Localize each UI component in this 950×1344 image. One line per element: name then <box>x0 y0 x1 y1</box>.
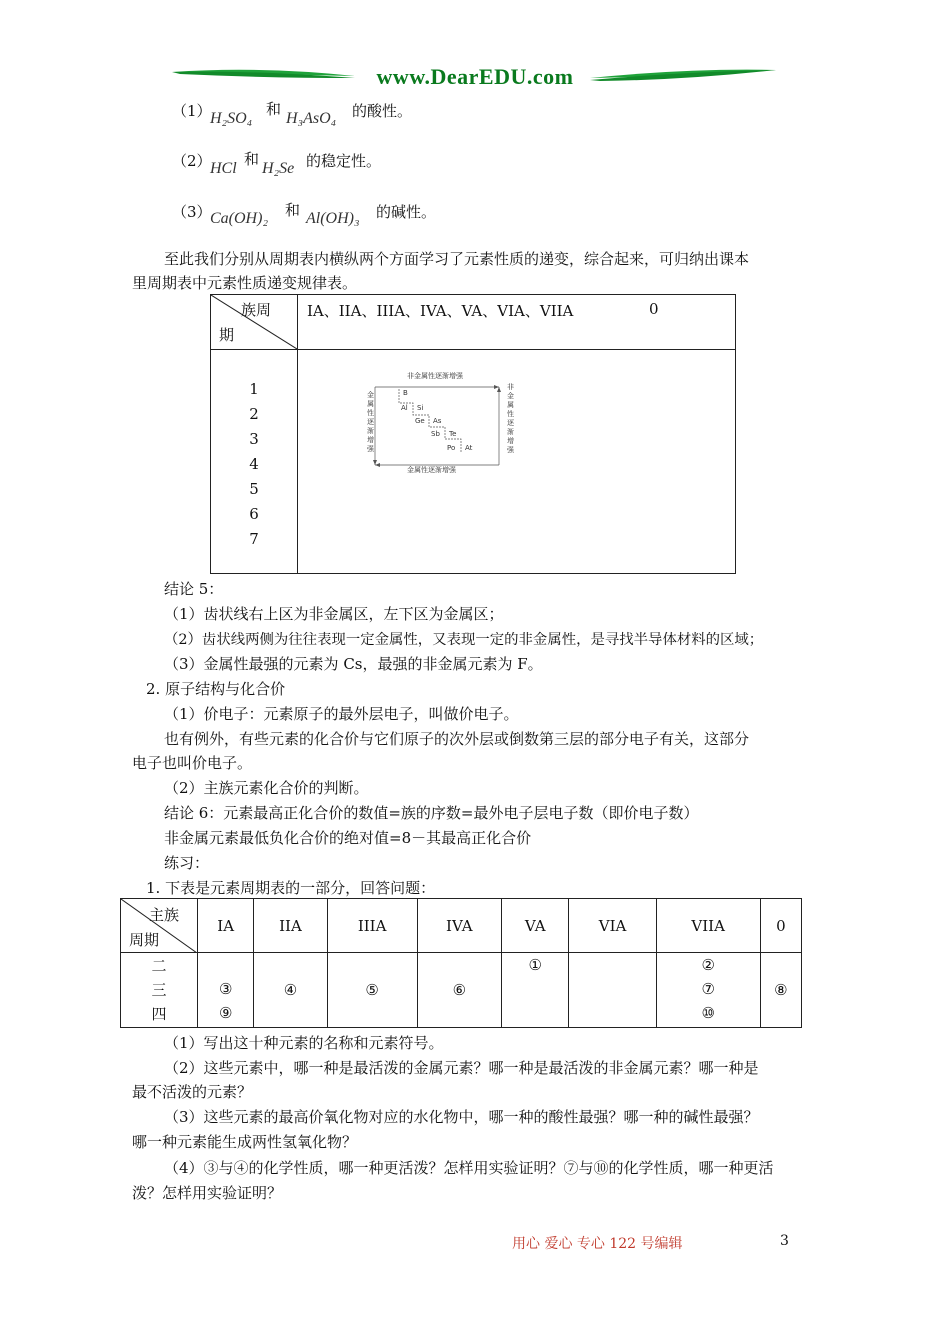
col-iva <box>417 953 501 1028</box>
question-part-1: （1）写出这十种元素的名称和元素符号。 <box>164 1034 444 1052</box>
cell: ⑩ <box>701 1004 715 1022</box>
period-2: 二 <box>151 957 167 975</box>
cell <box>198 953 253 977</box>
groups-label: IA、IIA、IIIA、IVA、VA、VIA、VIIA <box>307 302 574 320</box>
col-0 <box>760 953 801 1028</box>
cell: ① <box>528 956 542 974</box>
diagram-left-label: 金属性逐渐增强 <box>367 391 374 453</box>
table1-corner <box>211 295 298 350</box>
col-iia <box>254 953 327 1028</box>
element-at: At <box>465 444 473 452</box>
header-via: VIA <box>569 899 656 953</box>
conclusion6-line1: 结论 6：元素最高正化合价的数值=族的序数=最外电子层电子数（即价电子数） <box>164 804 699 822</box>
element-po: Po <box>447 444 456 452</box>
conj: 和 <box>244 150 260 168</box>
element-al: Al <box>401 404 408 412</box>
practice-label: 练习： <box>164 854 210 872</box>
header-ia: IA <box>198 899 254 953</box>
periodic-trend-table <box>210 294 736 574</box>
formula-h2se: H₂Se <box>262 160 295 177</box>
col-via <box>569 953 656 1028</box>
corner-top-label: 族周 <box>241 301 272 319</box>
section2-p2a: 也有例外，有些元素的化合价与它们原子的次外层或倒数第三层的部分电子有关，这部分 <box>164 730 750 748</box>
period-4: 四 <box>151 1005 167 1023</box>
element-sb: Sb <box>431 430 440 438</box>
conclusion5-title: 结论 5： <box>164 580 224 598</box>
header-va: VA <box>501 899 568 953</box>
question-1-title: 1. 下表是元素周期表的一部分，回答问题： <box>146 879 436 897</box>
footer-credit: 用心 爱心 专心 122 号编辑 <box>512 1236 683 1252</box>
conclusion5-p2: （2）齿状线两侧为往往表现一定金属性，又表现一定的非金属性，是寻找半导体材料的区域； <box>164 632 764 648</box>
site-header <box>170 64 780 94</box>
section2-p3: （2）主族元素化合价的判断。 <box>164 779 369 797</box>
question-part-2a: （2）这些元素中，哪一种是最活泼的金属元素？哪一种是最活泼的非金属元素？哪一种是 <box>164 1059 759 1077</box>
section2-title: 2. 原子结构与化合价 <box>146 680 286 698</box>
period-4: 4 <box>249 455 259 473</box>
item-1: （1） <box>172 102 212 120</box>
question-part-4b: 泼？怎样用实验证明？ <box>132 1184 283 1202</box>
period-7: 7 <box>249 530 259 548</box>
header-viia: VIIA <box>656 899 760 953</box>
corner-bottom-label: 期 <box>219 326 235 344</box>
conj: 和 <box>285 201 301 219</box>
section2-p1: （1）价电子：元素原子的最外层电子，叫做价电子。 <box>164 705 519 723</box>
diagram-top-label: 非金属性逐渐增强 <box>407 372 463 380</box>
item-tail: 的稳定性。 <box>306 152 382 170</box>
formula-h3aso4: H₃AsO₄ <box>286 110 337 127</box>
element-b: B <box>403 389 408 397</box>
element-as: As <box>433 417 442 425</box>
cell: ⑨ <box>218 1004 233 1022</box>
formula-hcl: HCl <box>210 160 237 177</box>
formula-aloh3: Al(OH)₃ <box>306 210 360 227</box>
table2-corner <box>121 899 198 953</box>
conclusion6-line2: 非金属元素最低负化合价的绝对值=8－其最高正化合价 <box>164 829 532 847</box>
cell: ⑦ <box>701 980 715 998</box>
corner-top-label: 主族 <box>149 906 180 924</box>
conclusion5-p1: （1）齿状线右上区为非金属区，左下区为金属区； <box>164 605 504 623</box>
cell: ④ <box>283 981 298 999</box>
conj: 和 <box>266 100 282 118</box>
formula-h2so4: H₂SO₄ <box>210 110 253 127</box>
header-0: 0 <box>760 899 801 953</box>
cell: ⑥ <box>452 981 467 999</box>
period-3: 3 <box>249 430 259 448</box>
question-part-4a: （4）③与④的化学性质，哪一种更活泼？怎样用实验证明？⑦与⑩的化学性质，哪一种更活 <box>164 1159 774 1177</box>
page-number: 3 <box>780 1233 789 1249</box>
corner-bottom-label: 周期 <box>129 931 160 949</box>
header-iva: IVA <box>417 899 501 953</box>
item-tail: 的酸性。 <box>352 102 413 120</box>
cell: ③ <box>218 980 233 998</box>
col-viia <box>656 953 760 1028</box>
col-iiia <box>327 953 417 1028</box>
cell: ② <box>701 956 715 974</box>
periodic-practice-table <box>120 898 802 1028</box>
item-2: （2） <box>172 152 212 170</box>
intro-line-2: 里周期表中元素性质递变规律表。 <box>132 274 358 292</box>
cell: ⑧ <box>774 981 788 999</box>
header-iia: IIA <box>254 899 327 953</box>
period-5: 5 <box>249 480 259 498</box>
element-te: Te <box>449 430 457 438</box>
diagram-bottom-label: 金属性逐渐增强 <box>407 466 456 474</box>
period-6: 6 <box>249 505 259 523</box>
site-logo-text[interactable]: www.DearEDU.com <box>376 64 574 89</box>
period-3: 三 <box>151 981 167 999</box>
item-tail: 的碱性。 <box>376 203 437 221</box>
header-iiia: IIIA <box>327 899 417 953</box>
question-part-3b: 哪一种元素能生成两性氢氧化物？ <box>132 1133 358 1151</box>
periods-column <box>211 349 298 573</box>
section2-p2b: 电子也叫价电子。 <box>132 754 253 772</box>
intro-line-1: 至此我们分别从周期表内横纵两个方面学习了元素性质的递变，综合起来，可归纳出课本 <box>164 250 750 268</box>
element-ge: Ge <box>415 417 425 425</box>
formula-caoh2: Ca(OH)₂ <box>210 210 268 227</box>
item-3: （3） <box>172 203 212 221</box>
table1-header <box>297 295 735 350</box>
conclusion5-p3: （3）金属性最强的元素为 Cs，最强的非金属元素为 F。 <box>164 655 543 673</box>
trend-diagram <box>349 372 519 475</box>
period-1: 1 <box>249 380 259 398</box>
element-si: Si <box>417 404 424 412</box>
diagram-right-label: 非金属性逐渐增强 <box>507 383 514 454</box>
period-column <box>121 953 198 1028</box>
period-2: 2 <box>249 405 259 423</box>
question-part-2b: 最不活泼的元素？ <box>132 1083 253 1101</box>
col-va <box>501 953 568 1028</box>
group-zero: 0 <box>649 300 659 318</box>
cell: ⑤ <box>365 981 379 999</box>
col-ia <box>198 953 254 1028</box>
question-part-3a: （3）这些元素的最高价氧化物对应的水化物中，哪一种的酸性最强？哪一种的碱性最强？ <box>164 1108 759 1126</box>
